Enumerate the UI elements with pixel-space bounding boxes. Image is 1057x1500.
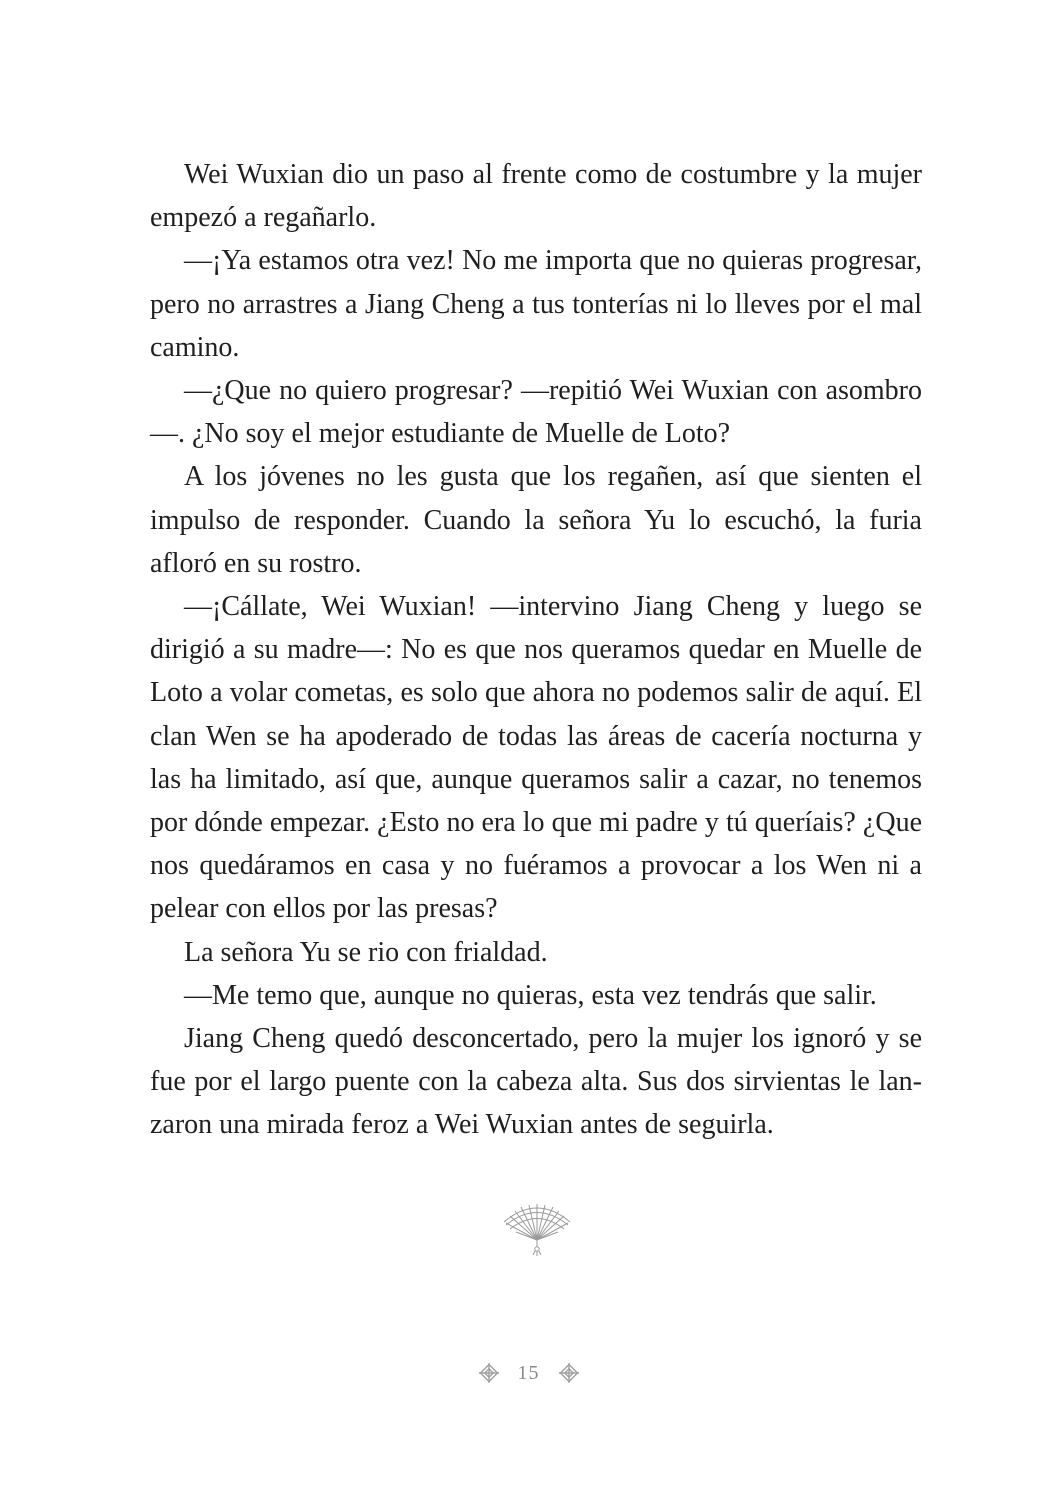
endless-knot-icon bbox=[478, 1362, 500, 1384]
paragraph-6: La señora Yu se rio con frialdad. bbox=[184, 936, 548, 968]
paragraph-5: —¡Cállate, Wei Wuxian! —intervino Jiang Cheng y luego se dirigió a su madre—: No es que nos queramos quedar en Muelle de Loto a volar cometas, es solo que ahora no podemos salir de aquí. El clan Wen se ha apoderado de todas las áreas de cacería nocturna y las ha limitado, así que, aunque queramos salir a cazar, no tenemos por dónde empezar. ¿Esto no era lo que mi padre y tú queríais? ¿Que nos quedáramos en casa y no fuéramos a provocar a los Wen ni a pelear con ellos por las presas? bbox=[150, 591, 922, 925]
paragraph-7: —Me temo que, aunque no quieras, esta vez tendrás que salir. bbox=[184, 979, 877, 1011]
body-text bbox=[150, 153, 922, 1147]
paragraph-4: A los jóvenes no les gusta que los regañen, así que sienten el impulso de responder. Cuando la señora Yu lo escuchó, la furia afloró en su rostro. bbox=[150, 461, 922, 579]
folding-fan-icon bbox=[500, 1200, 574, 1256]
paragraph-3: —¿Que no quiero progresar? —repitió Wei Wuxian con asombro—. ¿No soy el mejor estudiante de Muelle de Loto? bbox=[150, 375, 922, 450]
page-number: 15 bbox=[517, 1361, 540, 1384]
paragraph-2: —¡Ya estamos otra vez! No me importa que no quieras progresar, pero no arrastres a Jiang Cheng a tus tonterías ni lo lleves por el mal camino. bbox=[150, 245, 922, 363]
paragraph-8: Jiang Cheng quedó desconcertado, pero la mujer los ignoró y se fue por el largo puente con la cabeza alta. Sus dos sirvientas le lanzaron una mirada feroz a Wei Wuxian antes de seguirla. bbox=[150, 1023, 922, 1141]
paragraph-1: Wei Wuxian dio un paso al frente como de costumbre y la mujer empezó a regañarlo. bbox=[150, 159, 922, 234]
page-footer bbox=[0, 1356, 1057, 1390]
endless-knot-icon bbox=[558, 1362, 580, 1384]
